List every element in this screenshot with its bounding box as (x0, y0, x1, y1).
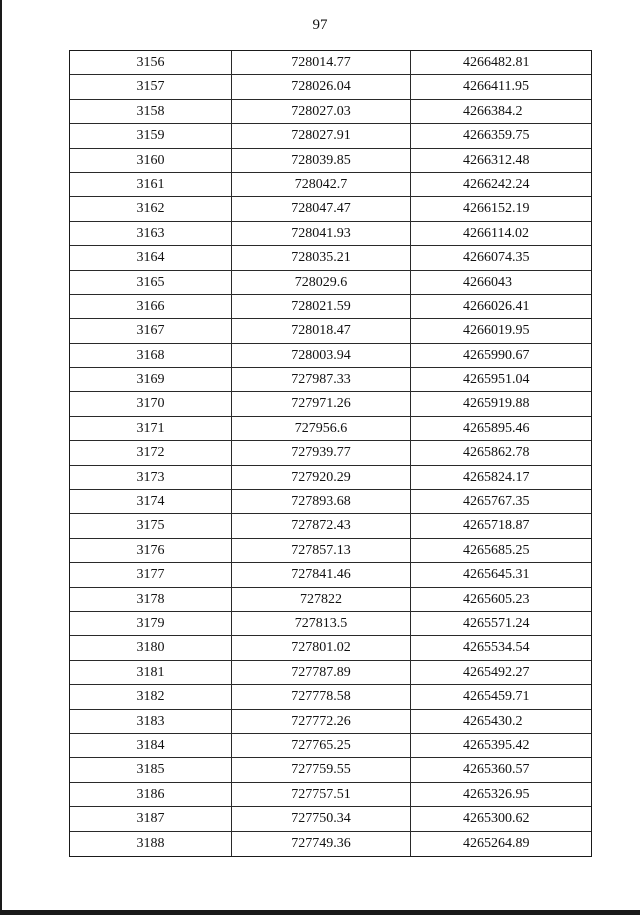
x-coordinate-cell: 728041.93 (232, 222, 411, 245)
point-number-cell: 3177 (70, 563, 232, 586)
table-row (70, 807, 591, 831)
y-coordinate-cell: 4266026.41 (463, 298, 530, 314)
scan-edge-left (0, 0, 2, 915)
point-number-cell: 3183 (70, 710, 232, 733)
y-coordinate-cell: 4266043 (463, 274, 512, 290)
table-row (70, 75, 591, 99)
point-number-cell: 3157 (70, 75, 232, 98)
point-number-cell: 3182 (70, 685, 232, 708)
x-coordinate-cell: 728027.91 (232, 124, 411, 147)
y-coordinate-cell: 4266312.48 (463, 152, 530, 168)
table-row (70, 295, 591, 319)
table-row (70, 344, 591, 368)
x-coordinate-cell: 727757.51 (232, 783, 411, 806)
y-coordinate-cell: 4265360.57 (463, 762, 530, 778)
y-coordinate-cell: 4265767.35 (463, 494, 530, 510)
point-number-cell: 3167 (70, 319, 232, 342)
point-number-cell: 3163 (70, 222, 232, 245)
point-number-cell: 3173 (70, 466, 232, 489)
x-coordinate-cell: 727749.36 (232, 832, 411, 856)
point-number-cell: 3178 (70, 588, 232, 611)
x-coordinate-cell: 727778.58 (232, 685, 411, 708)
table-row (70, 222, 591, 246)
point-number-cell: 3166 (70, 295, 232, 318)
y-coordinate-cell: 4265492.27 (463, 664, 530, 680)
point-number-cell: 3180 (70, 636, 232, 659)
table-row (70, 392, 591, 416)
point-number-cell: 3188 (70, 832, 232, 856)
table-row (70, 539, 591, 563)
table-row (70, 271, 591, 295)
y-coordinate-cell: 4265300.62 (463, 811, 530, 827)
table-row (70, 514, 591, 538)
x-coordinate-cell: 727772.26 (232, 710, 411, 733)
y-coordinate-cell: 4265459.71 (463, 689, 530, 705)
x-coordinate-cell: 727750.34 (232, 807, 411, 830)
point-number-cell: 3168 (70, 344, 232, 367)
x-coordinate-cell: 727956.6 (232, 417, 411, 440)
y-coordinate-cell: 4266152.19 (463, 201, 530, 217)
x-coordinate-cell: 727971.26 (232, 392, 411, 415)
y-coordinate-cell: 4265951.04 (463, 372, 530, 388)
x-coordinate-cell: 728014.77 (232, 51, 411, 74)
y-coordinate-cell: 4265395.42 (463, 737, 530, 753)
x-coordinate-cell: 728027.03 (232, 100, 411, 123)
point-number-cell: 3171 (70, 417, 232, 440)
table-row (70, 490, 591, 514)
y-coordinate-cell: 4265571.24 (463, 615, 530, 631)
point-number-cell: 3159 (70, 124, 232, 147)
table-row (70, 100, 591, 124)
point-number-cell: 3158 (70, 100, 232, 123)
x-coordinate-cell: 728042.7 (232, 173, 411, 196)
table-row (70, 783, 591, 807)
y-coordinate-cell: 4266384.2 (463, 103, 523, 119)
x-coordinate-cell: 728047.47 (232, 197, 411, 220)
x-coordinate-cell: 727872.43 (232, 514, 411, 537)
point-number-cell: 3156 (70, 51, 232, 74)
y-coordinate-cell: 4265919.88 (463, 396, 530, 412)
table-row (70, 685, 591, 709)
table-row (70, 319, 591, 343)
y-coordinate-cell: 4266411.95 (463, 79, 529, 95)
y-coordinate-cell: 4266359.75 (463, 128, 530, 144)
x-coordinate-cell: 727759.55 (232, 758, 411, 781)
point-number-cell: 3181 (70, 661, 232, 684)
y-coordinate-cell: 4266074.35 (463, 250, 530, 266)
y-coordinate-cell: 4265605.23 (463, 591, 530, 607)
x-coordinate-cell: 728029.6 (232, 271, 411, 294)
x-coordinate-cell: 727987.33 (232, 368, 411, 391)
y-coordinate-cell: 4266242.24 (463, 176, 530, 192)
table-row (70, 173, 591, 197)
point-number-cell: 3174 (70, 490, 232, 513)
table-row (70, 466, 591, 490)
point-number-cell: 3185 (70, 758, 232, 781)
point-number-cell: 3165 (70, 271, 232, 294)
x-coordinate-cell: 727765.25 (232, 734, 411, 757)
x-coordinate-cell: 727801.02 (232, 636, 411, 659)
y-coordinate-cell: 4265645.31 (463, 567, 530, 583)
y-coordinate-cell: 4266482.81 (463, 55, 530, 70)
x-coordinate-cell: 727939.77 (232, 441, 411, 464)
x-coordinate-cell: 727893.68 (232, 490, 411, 513)
table-row (70, 734, 591, 758)
x-coordinate-cell: 727857.13 (232, 539, 411, 562)
table-row (70, 417, 591, 441)
x-coordinate-cell: 728026.04 (232, 75, 411, 98)
x-coordinate-cell: 728039.85 (232, 149, 411, 172)
table-row (70, 832, 591, 856)
coordinates-table (69, 50, 592, 857)
table-row (70, 612, 591, 636)
x-coordinate-cell: 728035.21 (232, 246, 411, 269)
x-coordinate-cell: 727841.46 (232, 563, 411, 586)
table-row (70, 246, 591, 270)
table-row (70, 51, 591, 75)
table-row (70, 197, 591, 221)
y-coordinate-cell: 4265990.67 (463, 347, 530, 363)
y-coordinate-cell: 4265326.95 (463, 786, 530, 802)
point-number-cell: 3170 (70, 392, 232, 415)
point-number-cell: 3175 (70, 514, 232, 537)
x-coordinate-cell: 728018.47 (232, 319, 411, 342)
point-number-cell: 3161 (70, 173, 232, 196)
y-coordinate-cell: 4265430.2 (463, 713, 523, 729)
point-number-cell: 3179 (70, 612, 232, 635)
y-coordinate-cell: 4265895.46 (463, 420, 530, 436)
x-coordinate-cell: 727787.89 (232, 661, 411, 684)
point-number-cell: 3169 (70, 368, 232, 391)
point-number-cell: 3160 (70, 149, 232, 172)
scan-edge-bottom (0, 910, 640, 915)
point-number-cell: 3187 (70, 807, 232, 830)
y-coordinate-cell: 4265862.78 (463, 445, 530, 461)
x-coordinate-cell: 727920.29 (232, 466, 411, 489)
point-number-cell: 3184 (70, 734, 232, 757)
y-coordinate-cell: 4265264.89 (463, 835, 530, 851)
y-coordinate-cell: 4265685.25 (463, 542, 530, 558)
y-coordinate-cell: 4265718.87 (463, 518, 530, 534)
table-row (70, 710, 591, 734)
table-row (70, 124, 591, 148)
table-row (70, 636, 591, 660)
table-row (70, 588, 591, 612)
x-coordinate-cell: 728021.59 (232, 295, 411, 318)
point-number-cell: 3162 (70, 197, 232, 220)
table-row (70, 441, 591, 465)
y-coordinate-cell: 4265534.54 (463, 640, 530, 656)
point-number-cell: 3172 (70, 441, 232, 464)
table-row (70, 149, 591, 173)
table-row (70, 758, 591, 782)
y-coordinate-cell: 4265824.17 (463, 469, 530, 485)
table-row (70, 563, 591, 587)
x-coordinate-cell: 728003.94 (232, 344, 411, 367)
x-coordinate-cell: 727813.5 (232, 612, 411, 635)
page-number: 97 (312, 17, 328, 33)
x-coordinate-cell: 727822 (232, 588, 411, 611)
table-row (70, 368, 591, 392)
y-coordinate-cell: 4266019.95 (463, 323, 530, 339)
point-number-cell: 3164 (70, 246, 232, 269)
point-number-cell: 3176 (70, 539, 232, 562)
table-row (70, 661, 591, 685)
y-coordinate-cell: 4266114.02 (463, 225, 529, 241)
point-number-cell: 3186 (70, 783, 232, 806)
